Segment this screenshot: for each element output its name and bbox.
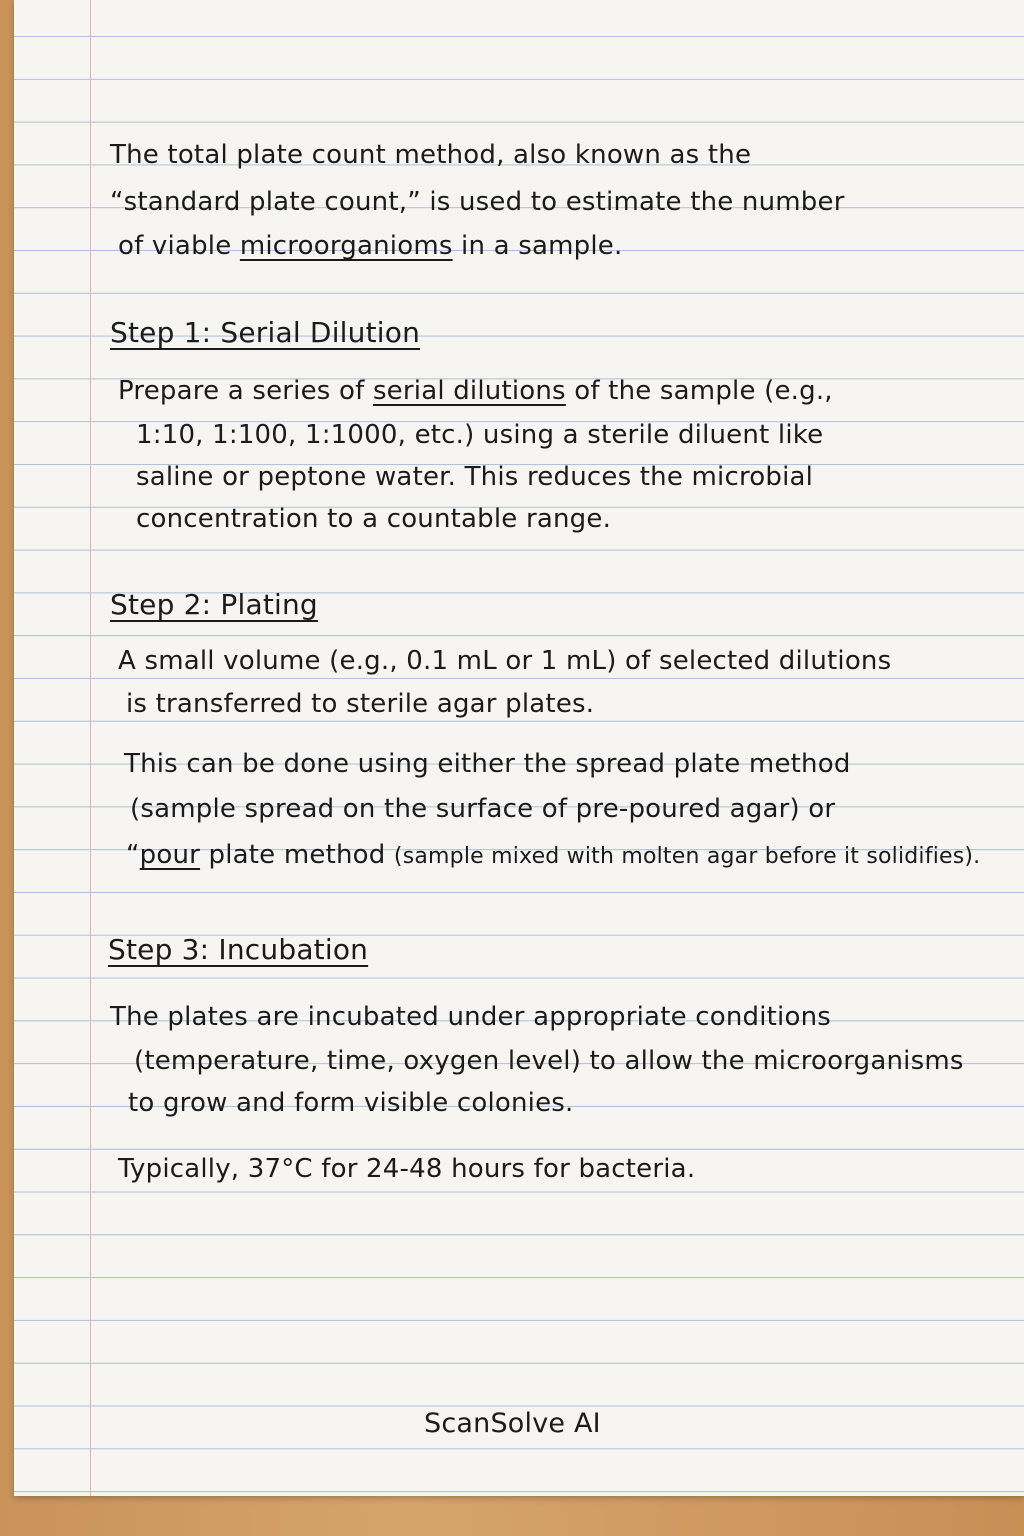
step2-line-2: is transferred to sterile agar plates. bbox=[126, 689, 595, 719]
step3-line-3: to grow and form visible colonies. bbox=[128, 1088, 574, 1118]
intro-line-2: “standard plate count,” is used to estimate the number bbox=[110, 187, 845, 217]
step1-line-4: concentration to a countable range. bbox=[136, 504, 612, 534]
notebook-page bbox=[14, 0, 1024, 1496]
step2-line-3: This can be done using either the spread plate method bbox=[124, 749, 851, 779]
step2-line-5-quote: “ bbox=[126, 840, 140, 870]
step1-line-2: 1:10, 1:100, 1:1000, etc.) using a sterile diluent like bbox=[136, 420, 824, 450]
step1-line-3: saline or peptone water. This reduces the microbial bbox=[136, 462, 814, 492]
step3-heading: Step 3: Incubation bbox=[108, 933, 369, 966]
footer-signature: ScanSolve AI bbox=[424, 1408, 601, 1439]
step2-line-4: (sample spread on the surface of pre-poured agar) or bbox=[130, 794, 836, 824]
intro-line-1: The total plate count method, also known as the bbox=[110, 140, 752, 170]
margin-line bbox=[90, 0, 91, 1496]
step1-line-1 bbox=[118, 370, 833, 413]
step2-underlined-term: pour bbox=[139, 840, 201, 870]
step2-heading: Step 2: Plating bbox=[110, 588, 318, 621]
step3-line-4: Typically, 37°C for 24-48 hours for bacteria. bbox=[118, 1154, 696, 1184]
intro-line-3-end: in a sample. bbox=[452, 231, 623, 261]
step3-line-1: The plates are incubated under appropriate conditions bbox=[110, 1002, 832, 1032]
step1-underlined-term: serial dilutions bbox=[372, 376, 566, 406]
step1-heading: Step 1: Serial Dilution bbox=[110, 316, 421, 349]
step2-line-5-aside: (sample mixed with molten agar before it solidifies). bbox=[393, 844, 981, 869]
intro-underlined-term: microorganioms bbox=[239, 231, 453, 261]
step3-line-2: (temperature, time, oxygen level) to allow the microorganisms bbox=[134, 1046, 964, 1076]
step2-line-5 bbox=[126, 834, 980, 878]
intro-line-3 bbox=[118, 225, 622, 268]
step1-line-1-start: Prepare a series of bbox=[118, 376, 373, 406]
intro-line-3-start: of viable bbox=[118, 231, 240, 261]
step1-line-1-end: of the sample (e.g., bbox=[565, 376, 833, 406]
step2-line-5-middle: plate method bbox=[200, 840, 394, 870]
step2-line-1: A small volume (e.g., 0.1 mL or 1 mL) of selected dilutions bbox=[118, 646, 892, 676]
